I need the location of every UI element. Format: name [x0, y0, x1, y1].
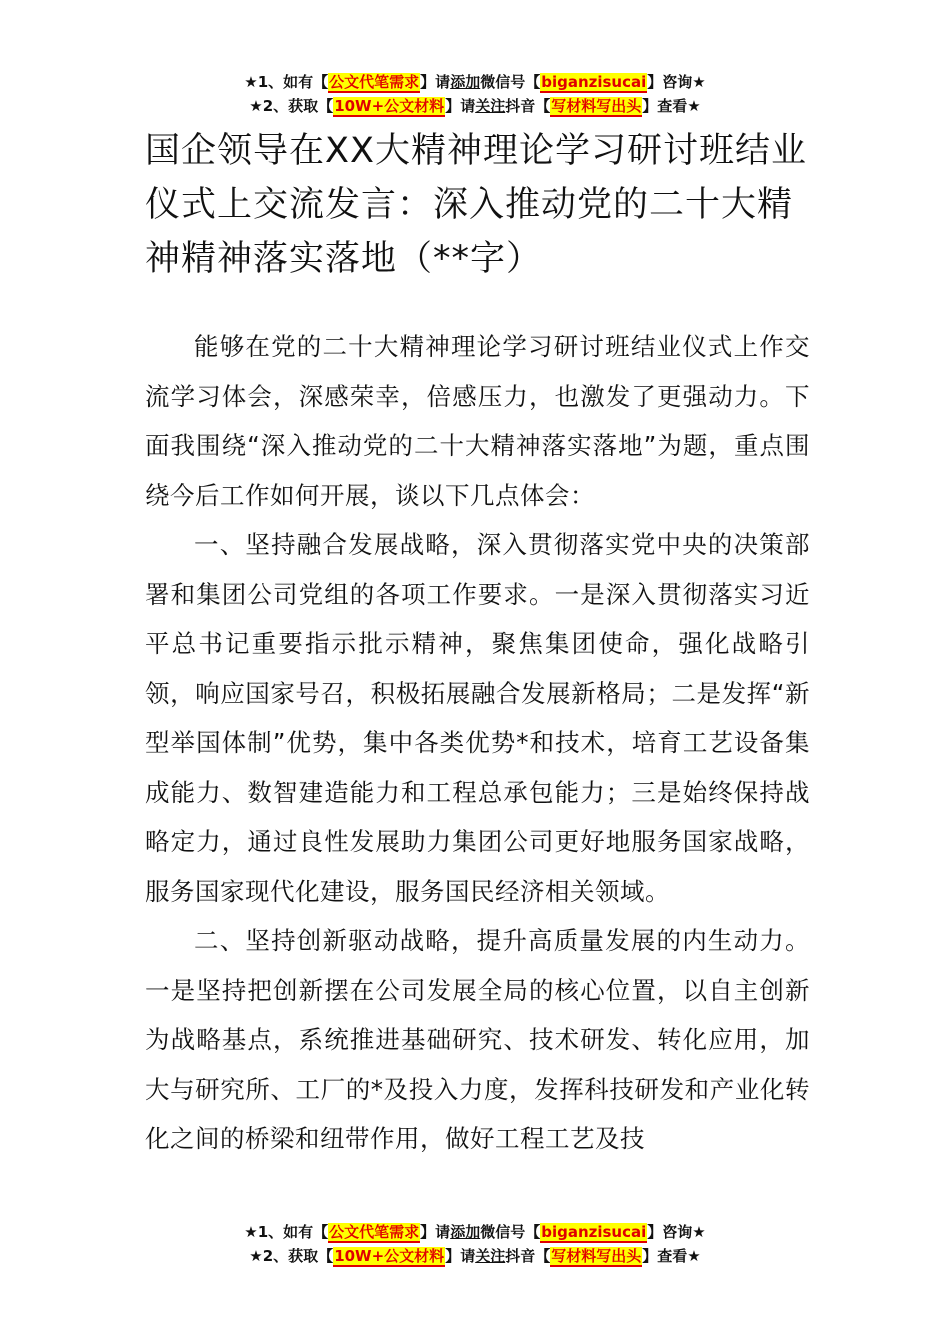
banner-text: ★2、获取【	[249, 97, 334, 115]
banner-text: 添加	[450, 73, 481, 91]
paragraph-section-1: 一、坚持融合发展战略，深入贯彻落实党中央的决策部署和集团公司党组的各项工作要求。一是深入贯彻落实习近平总书记重要指示批示精神，聚焦集团使命，强化战略引领，响应国家号召，积极拓展融合发展新格局；二是发挥“新型举国体制”优势，集中各类优势*和技术，培育工艺设备集成能力、数智建造能力和工程总承包能力；三是始终保持战略定力，通过良性发展助力集团公司更好地服务国家战略，服务国家现代化建设，服务国民经济相关领域。	[145, 530, 810, 906]
banner-line-1	[0, 70, 950, 94]
paragraph-section-2: 二、坚持创新驱动战略，提升高质量发展的内生动力。一是坚持把创新摆在公司发展全局的核心位置，以自主创新为战略基点，系统推进基础研究、技术研发、转化应用，加大与研究所、工厂的*及投入力度，发挥科技研发和产业化转化之间的桥梁和纽带作用，做好工程工艺及技	[145, 926, 810, 1153]
banner-text: 】查看★	[642, 1247, 701, 1265]
banner-text: 关注	[475, 97, 506, 115]
highlight-materials: 10W+公文材料	[334, 97, 445, 115]
banner-text: 】请	[445, 1247, 476, 1265]
banner-line-1	[0, 1220, 950, 1244]
highlight-wechat-id: biganzisucai	[541, 1223, 647, 1241]
highlight-service: 公文代笔需求	[329, 73, 420, 91]
paragraph-intro: 能够在党的二十大精神理论学习研讨班结业仪式上作交流学习体会，深感荣幸，倍感压力，也激发了更强动力。下面我围绕“深入推动党的二十大精神落实落地”为题，重点围绕今后工作如何开展，谈以下几点体会：	[145, 332, 810, 510]
banner-text: 】咨询★	[647, 1223, 706, 1241]
banner-text: ★1、如有【	[244, 1223, 329, 1241]
document-title: 国企领导在XX大精神理论学习研讨班结业仪式上交流发言：深入推动党的二十大精神精神落实落地（**字）	[145, 131, 807, 279]
banner-text: 关注	[475, 1247, 506, 1265]
banner-text: 】请	[420, 73, 451, 91]
banner-text: 添加	[450, 1223, 481, 1241]
highlight-service: 公文代笔需求	[329, 1223, 420, 1241]
banner-text: ★2、获取【	[249, 1247, 334, 1265]
banner-text: 】请	[445, 97, 476, 115]
banner-text: 微信号【	[480, 1223, 541, 1241]
banner-text: 微信号【	[480, 73, 541, 91]
footer-banner	[0, 1220, 950, 1268]
header-banner	[0, 70, 950, 118]
document-body	[145, 322, 810, 1164]
highlight-materials: 10W+公文材料	[334, 1247, 445, 1265]
highlight-douyin: 写材料写出头	[551, 97, 642, 115]
banner-text: 抖音【	[505, 1247, 551, 1265]
banner-line-2	[0, 1244, 950, 1268]
banner-text: 抖音【	[505, 97, 551, 115]
banner-text: 】咨询★	[647, 73, 706, 91]
banner-text: 】查看★	[642, 97, 701, 115]
banner-text: 】请	[420, 1223, 451, 1241]
highlight-douyin: 写材料写出头	[551, 1247, 642, 1265]
banner-text: ★1、如有【	[244, 73, 329, 91]
highlight-wechat-id: biganzisucai	[541, 73, 647, 91]
banner-line-2	[0, 94, 950, 118]
